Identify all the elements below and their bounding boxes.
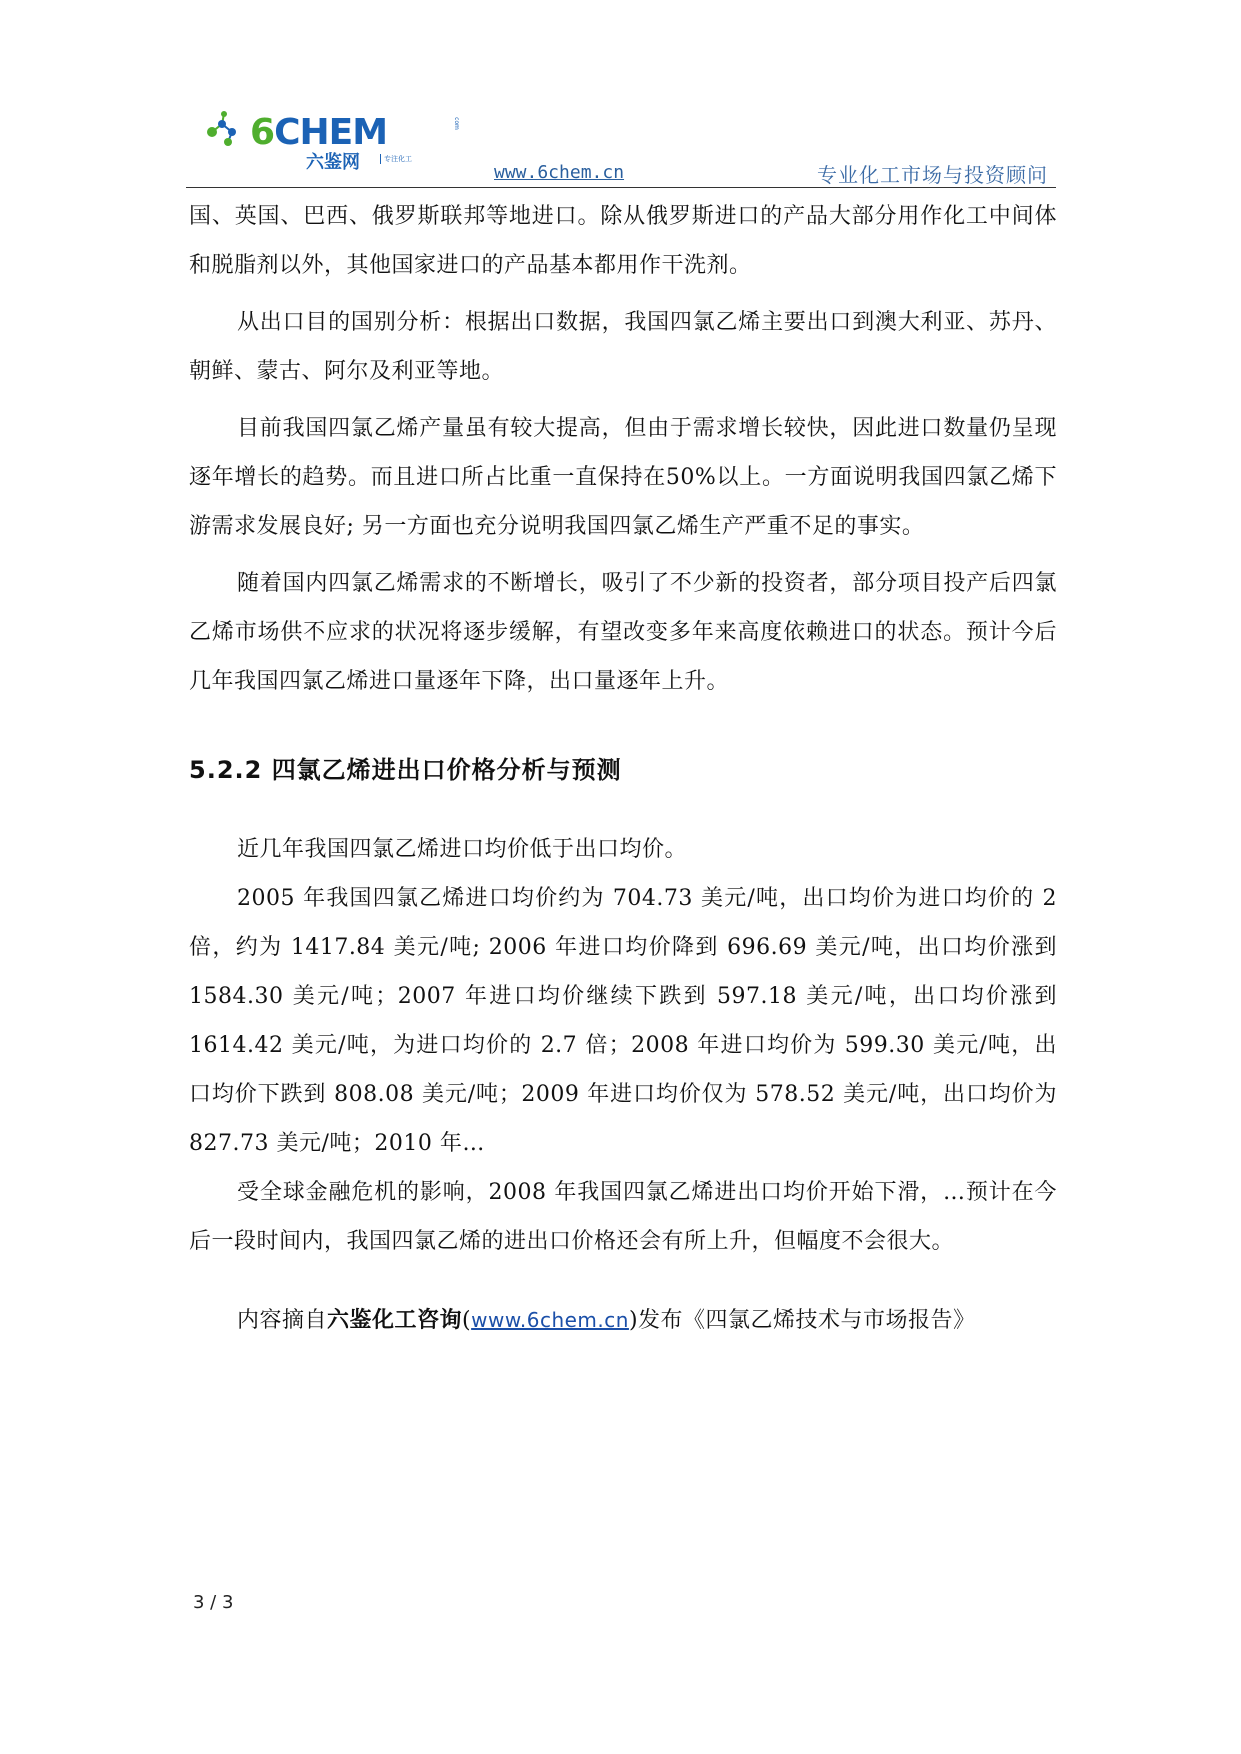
source-note [189, 1296, 1057, 1345]
section-heading: 5.2.2 四氯乙烯进出口价格分析与预测 [189, 756, 622, 784]
paragraph: 近几年我国四氯乙烯进口均价低于出口均价。 [237, 837, 688, 862]
logo-wordmark [250, 112, 387, 153]
header-divider [186, 187, 1056, 188]
source-paren-open: ( [462, 1308, 472, 1333]
molecule-icon [204, 110, 252, 150]
source-suffix: 发布《四氯乙烯技术与市场报告》 [638, 1308, 976, 1333]
document-body [189, 192, 1057, 1345]
logo-digit: 6 [250, 112, 275, 153]
paragraph: 受全球金融危机的影响，2008 年我国四氯乙烯进出口均价开始下滑，…预计在今后一段时间内，我国四氯乙烯的进出口价格还会有所上升，但幅度不会很大。 [189, 1180, 1057, 1254]
source-paren-close: ) [628, 1308, 639, 1333]
paragraph: 目前我国四氯乙烯产量虽有较大提高，但由于需求增长较快，因此进口数量仍呈现逐年增长的趋势。而且进口所占比重一直保持在50%以上。一方面说明我国四氯乙烯下游需求发展良好; 另一方面也充分说明我国四氯乙烯生产严重不足的事实。 [189, 416, 1057, 539]
paragraph: 随着国内四氯乙烯需求的不断增长，吸引了不少新的投资者，部分项目投产后四氯乙烯市场供不应求的状况将逐步缓解，有望改变多年来高度依赖进口的状态。预计今后几年我国四氯乙烯进口量逐年下降，出口量逐年上升。 [189, 571, 1057, 694]
paragraph: 国、英国、巴西、俄罗斯联邦等地进口。除从俄罗斯进口的产品大部分用作化工中间体和脱脂剂以外，其他国家进口的产品基本都用作干洗剂。 [189, 204, 1057, 278]
logo-tagline: 专注化工 [380, 154, 412, 164]
header-slogan: 专业化工市场与投资顾问 [817, 163, 1048, 187]
logo-domain: com [452, 117, 460, 130]
page-number: 3 / 3 [193, 1592, 234, 1613]
paragraph: 2005 年我国四氯乙烯进口均价约为 704.73 美元/吨，出口均价为进口均价的 2 倍，约为 1417.84 美元/吨; 2006 年进口均价降到 696.69 美元/吨，出口均价涨到 1584.30 美元/吨；2007 年进口均价继续下跌到 597.18 美元/吨，出口均价涨到 1614.42 美元/吨，为进口均价的 2.7 倍；2008 年进口均价为 599.30 美元/吨，出口均价下跌到 808.08 美元/吨；2009 年进口均价仅为 578.52 美元/吨，出口均价为 827.73 美元/吨；2010 年… [189, 886, 1057, 1156]
source-prefix: 内容摘自 [237, 1308, 328, 1333]
logo-wordmark-text: CHEM [274, 112, 388, 153]
source-organization: 六鉴化工咨询 [327, 1308, 463, 1333]
page-header [186, 96, 1056, 188]
paragraph: 从出口目的国别分析：根据出口数据，我国四氯乙烯主要出口到澳大利亚、苏丹、朝鲜、蒙古、阿尔及利亚等地。 [189, 310, 1057, 384]
logo-chinese-name: 六鉴网 [306, 152, 360, 173]
header-url-link[interactable]: www.6chem.cn [494, 162, 625, 183]
logo [204, 110, 464, 173]
source-link[interactable]: www.6chem.cn [471, 1308, 629, 1332]
